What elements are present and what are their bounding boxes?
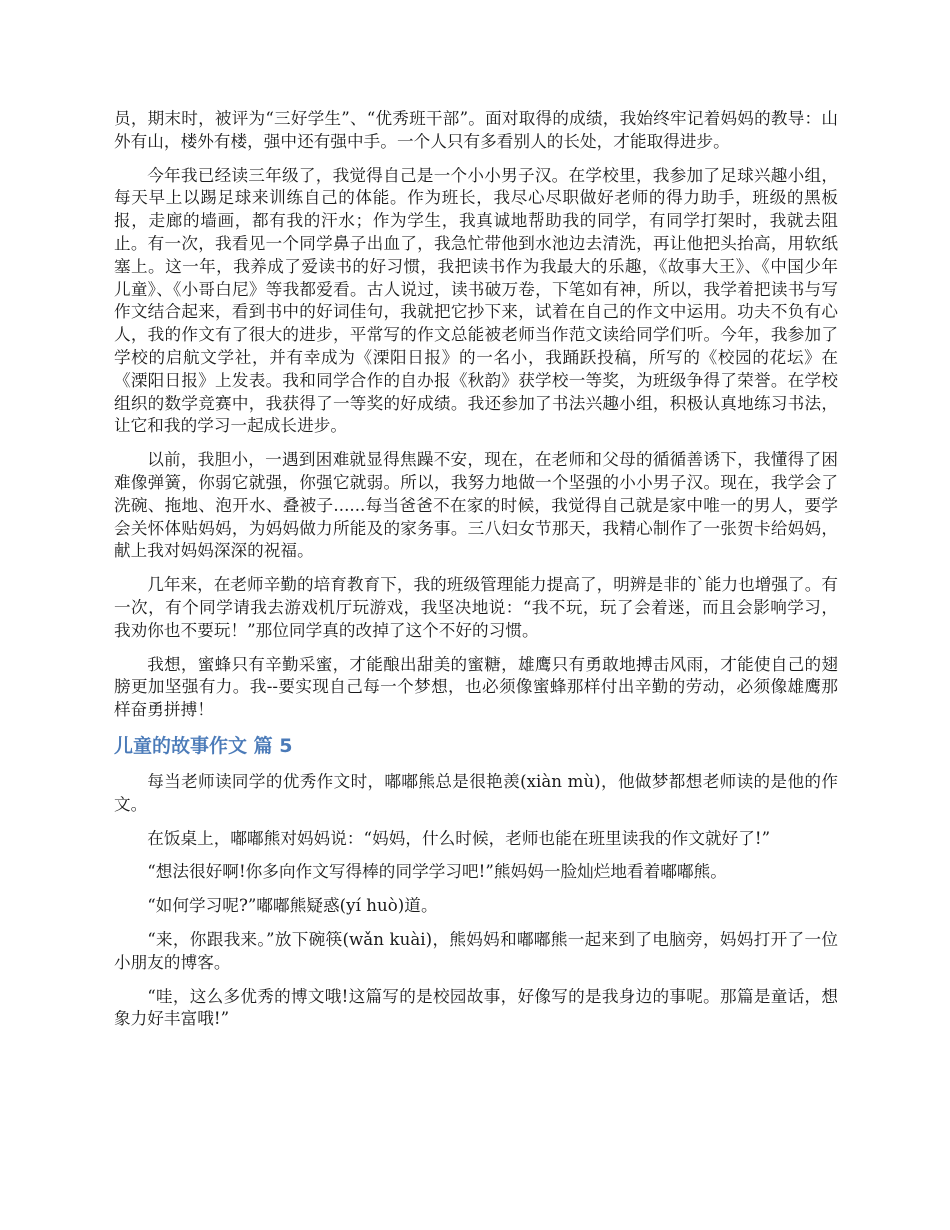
paragraph: 今年我已经读三年级了，我觉得自己是一个小小男子汉。在学校里，我参加了足球兴趣小组，每天早上以踢足球来训练自己的体能。作为班长，我尽心尽职做好老师的得力助手，班级的黑板报，走廊的墙画，都有我的汗水；作为学生，我真诚地帮助我的同学，有同学打架时，我就去阻止。有一次，我看见一个同学鼻子出血了，我急忙带他到水池边去清洗，再让他把头抬高，用软纸塞上。这一年，我养成了爱读书的好习惯，我把读书作为我最大的乐趣，《故事大王》、《中国少年儿童》、《小哥白尼》等我都爱看。古人说过，读书破万卷，下笔如有神，所以，我学着把读书与写作文结合起来，看到书中的好词佳句，我就把它抄下来，试着在自己的作文中运用。功夫不负有心人，我的作文有了很大的进步，平常写的作文总能被老师当作范文读给同学们听。今年，我参加了学校的启航文学社，并有幸成为《溧阳日报》的一名小，我踊跃投稿，所写的《校园的花坛》在《溧阳日报》上发表。我和同学合作的自办报《秋韵》获学校一等奖，为班级争得了荣誉。在学校组织的数学竞赛中，我获得了一等奖的好成绩。我还参加了书法兴趣小组，积极认真地练习书法，让它和我的学习一起成长进步。: [114, 165, 838, 436]
paragraph: 我想，蜜蜂只有辛勤采蜜，才能酿出甜美的蜜糖，雄鹰只有勇敢地搏击风雨，才能使自己的翅膀更加坚强有力。我--要实现自己每一个梦想，也必须像蜜蜂那样付出辛勤的劳动，必须像雄鹰那样奋勇拼搏！: [114, 654, 838, 720]
paragraph: 以前，我胆小，一遇到困难就显得焦躁不安，现在，在老师和父母的循循善诱下，我懂得了困难像弹簧，你弱它就强，你强它就弱。所以，我努力地做一个坚强的小小男子汉。现在，我学会了洗碗、拖地、泡开水、叠被子......每当爸爸不在家的时候，我觉得自己就是家中唯一的男人，要学会关怀体贴妈妈，为妈妈做力所能及的家务事。三八妇女节那天，我精心制作了一张贺卡给妈妈，献上我对妈妈深深的祝福。: [114, 450, 838, 561]
paragraph: “哇，这么多优秀的博文哦!这篇写的是校园故事，好像写的是我身边的事呢。那篇是童话，想象力好丰富哦!”: [114, 986, 838, 1029]
document-page: [114, 108, 838, 1042]
paragraph: “想法很好啊!你多向作文写得棒的同学学习吧!”熊妈妈一脸灿烂地看着嘟嘟熊。: [147, 862, 727, 882]
paragraph: 每当老师读同学的优秀作文时，嘟嘟熊总是很艳羡(xiàn mù)，他做梦都想老师读的是他的作文。: [114, 771, 838, 814]
paragraph: 在饭桌上，嘟嘟熊对妈妈说：“妈妈，什么时候，老师也能在班里读我的作文就好了!”: [147, 828, 771, 848]
paragraph: 几年来，在老师辛勤的培育教育下，我的班级管理能力提高了，明辨是非的`能力也增强了。有一次，有个同学请我去游戏机厅玩游戏，我坚决地说：“我不玩，玩了会着迷，而且会影响学习，我劝你也不要玩！”那位同学真的改掉了这个不好的习惯。: [114, 575, 838, 640]
paragraph: “来，你跟我来。”放下碗筷(wǎn kuài)，熊妈妈和嘟嘟熊一起来到了电脑旁，妈妈打开了一位小朋友的博客。: [114, 929, 838, 972]
section-heading: 儿童的故事作文 篇 5: [114, 734, 293, 757]
paragraph: “如何学习呢?”嘟嘟熊疑惑(yí huò)道。: [147, 896, 438, 916]
paragraph: 员，期末时，被评为“三好学生”、“优秀班干部”。面对取得的成绩，我始终牢记着妈妈的教导：山外有山，楼外有楼，强中还有强中手。一个人只有多看别人的长处，才能取得进步。: [114, 109, 838, 151]
